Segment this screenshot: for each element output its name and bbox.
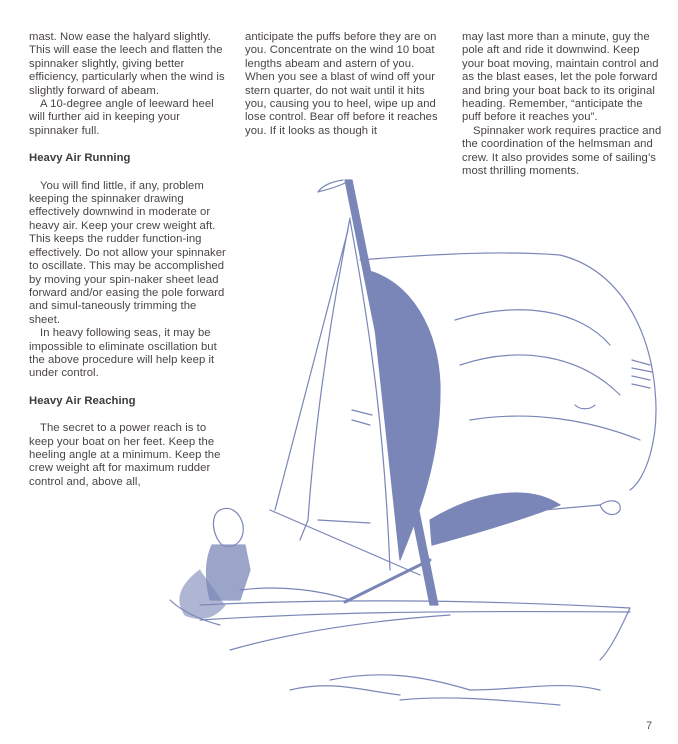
section-heading: Heavy Air Running <box>29 152 131 165</box>
paragraph: In heavy following seas, it may be impossible to eliminate oscillation but the above procedure will help keep it under control. <box>29 327 217 380</box>
sailor <box>213 508 243 546</box>
paragraph: anticipate the puffs before they are on you. Concentrate on the wind 10 boat lengths abeam and astern of you. When you see a blast of wind off your stern quarter, do not wait until it hits you, causing you to heel, wipe up and lose control. Bear off before it reaches you. If it looks as though it <box>245 31 438 137</box>
mast <box>345 180 438 605</box>
tiller <box>345 560 430 602</box>
paragraph: mast. Now ease the halyard slightly. This will ease the leech and flatten the spinnaker slightly, giving better efficiency, particularly when the wind is slightly forward of abeam. <box>29 31 225 97</box>
masthead-flag <box>318 180 345 192</box>
paragraph: Spinnaker work requires practice and the coordination of the helmsman and crew. It also provides some of sailing’s most thrilling moments. <box>462 124 662 178</box>
forestay <box>275 230 348 510</box>
text-column-3 <box>462 31 662 178</box>
spinnaker-dark-panel <box>365 270 440 560</box>
paragraph: The secret to a power reach is to keep your boat on her feet. Keep the heeling angle at a minimum. Keep the crew weight aft for maximum rudder control and, above all, <box>29 422 221 488</box>
paragraph: You will find little, if any, problem keeping the spinnaker drawing effectively downwind in moderate or heavy air. Keep your crew weight aft. This keeps the rudder function-ing effectively. Do not allow your spinnaker to oscillate. This may be accomplished by moving your spin-naker sheet lead forward and/or easing the pole forward and simul-taneously trimming the sheet. <box>29 179 226 326</box>
paragraph: may last more than a minute, guy the pole aft and ride it downwind. Keep your boat moving, maintain control and as the blast eases, let the pole forward and bring your boat back to its original heading. Remember, “anticipate the puff before it reaches you”. <box>462 31 659 124</box>
section-heading: Heavy Air Reaching <box>29 394 136 407</box>
spinnaker <box>360 253 656 490</box>
boom <box>432 505 600 520</box>
jib-sail <box>300 218 390 570</box>
text-column-1 <box>29 31 229 489</box>
page-number: 7 <box>646 720 653 732</box>
paragraph: A 10-degree angle of leeward heel will further aid in keeping your spinnaker full. <box>29 98 214 137</box>
text-column-2 <box>245 31 445 138</box>
hull <box>200 601 630 660</box>
mainsail-dark-panel <box>430 493 560 545</box>
waves <box>330 675 600 690</box>
